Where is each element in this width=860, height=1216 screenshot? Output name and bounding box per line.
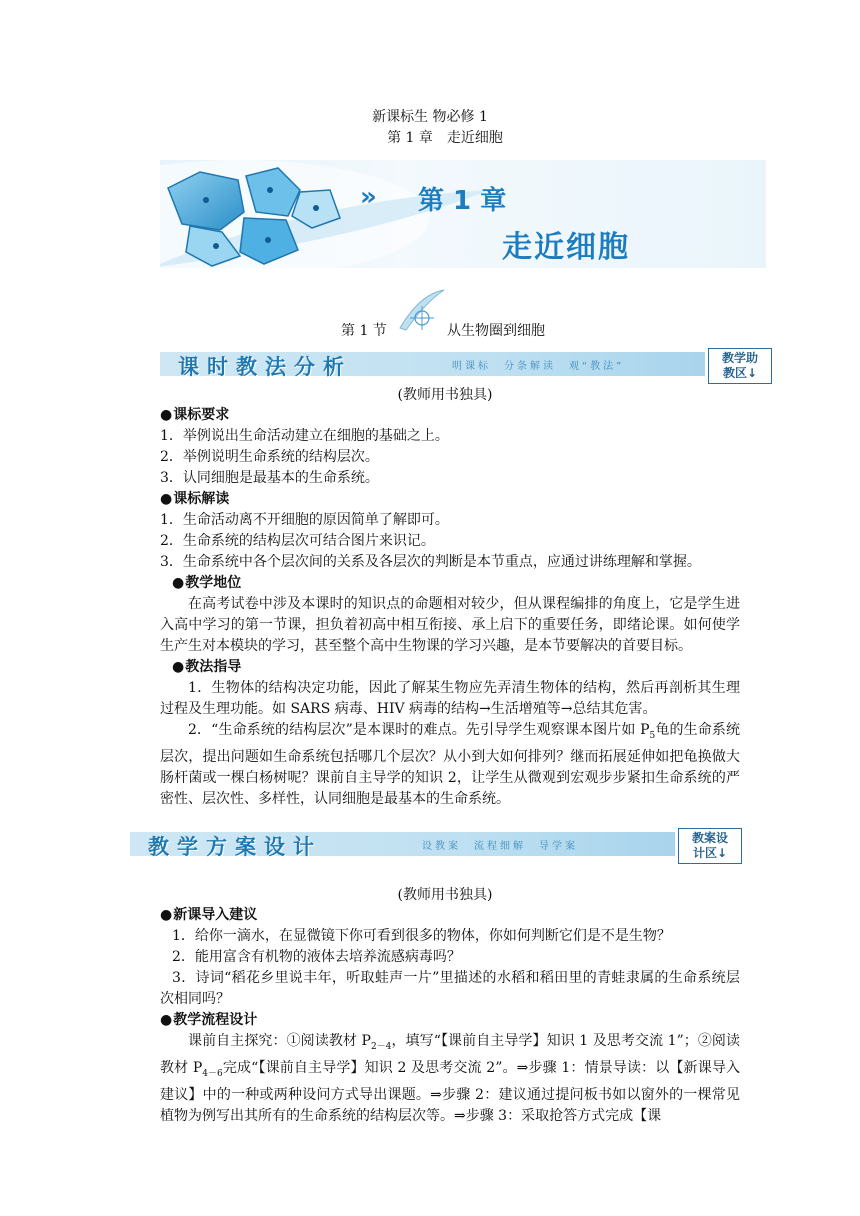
- strip-subtitle: 设教案 流程细解 导学案: [422, 841, 578, 852]
- lesson-analysis-strip: [160, 352, 705, 379]
- strip-subtitle: 明课标 分条解读 观“教法”: [452, 361, 625, 372]
- list-item: 1．生命活动离不开细胞的原因简单了解即可。: [160, 512, 449, 528]
- subscript: 5: [649, 730, 656, 741]
- teacher-note: (教师用书独具): [397, 387, 493, 403]
- list-item: 1．给你一滴水，在显微镜下你可看到很多的物体，你如何判断它们是不是生物？: [172, 928, 671, 944]
- lesson-plan-tag: [678, 828, 742, 864]
- section-heading: ● 新课导入建议: [160, 905, 740, 926]
- compass-icon: [396, 288, 446, 336]
- tag-line-2: 计区↓: [692, 846, 728, 860]
- list-item: 3．生命系统中各个层次间的关系及各层次的判断是本节重点，应通过讲练理解和掌握。: [160, 554, 701, 570]
- paragraph-text: 完成“【课前自主导学】知识 2 及思考交流 2”。⇒步骤 1：情景导读：以【新课导入建议】中的一种或两种设问方式导出课题。⇒步骤 2：建议通过提问板书如以窗外的一棵常见植物为例写出其所有的生命系统的结构层次等。⇒步骤 3：采取抢答方式完成【课: [160, 1059, 740, 1124]
- teacher-note: (教师用书独具): [397, 887, 493, 903]
- section-title: 从生物圈到细胞: [447, 323, 545, 339]
- list-item: 3．诗词“稻花乡里说丰年，听取蛙声一片”里描述的水稻和稻田里的青蛙隶属的生命系统层次相同吗？: [160, 970, 740, 1007]
- chapter-label: 第 1 章: [418, 186, 507, 216]
- section-heading: ● 课标要求: [160, 405, 740, 426]
- paragraph-text: 2．“生命系统的结构层次”是本课时的难点。先引导学生观察课本图片如 P: [188, 722, 650, 738]
- section-heading: ● 教法指导: [172, 657, 752, 678]
- strip-title: 课时教法分析: [178, 355, 352, 379]
- strip-title: 教学方案设计: [148, 835, 322, 859]
- section-heading: ● 教学流程设计: [160, 1010, 740, 1031]
- chapter-banner: [160, 160, 766, 268]
- tag-line-1: 教案设: [691, 831, 728, 845]
- paragraph-text: 课前自主探究：①阅读教材 P: [188, 1033, 371, 1049]
- chapter-title: 走近细胞: [502, 230, 630, 265]
- subscript: 2－4: [370, 1041, 392, 1052]
- list-item: 2．举例说明生命系统的结构层次。: [160, 449, 379, 465]
- paragraph: [160, 720, 740, 810]
- section-number: 第 1 节: [341, 323, 387, 339]
- paragraph: 在高考试卷中涉及本课时的知识点的命题相对较少，但从课程编排的角度上，它是学生进入高中学习的第一节课，担负着初高中相互衔接、承上启下的重要任务，即绪论课。如何使学生产生对本模块的学习，甚至整个高中生物课的学习兴趣，是本节要解决的首要目标。: [160, 596, 740, 654]
- paragraph-text: 龟的生命系统层次，提出问题如生命系统包括哪几个层次？从小到大如何排列？继而拓展延伸如把龟换做大肠杆菌或一棵白杨树呢？课前自主导学的知识 2，让学生从微观到宏观步步紧扣生命系统的严密性、层次性、多样性，认同细胞是最基本的生命系统。: [160, 722, 741, 807]
- list-item: 2．生命系统的结构层次可结合图片来识记。: [160, 533, 435, 549]
- tag-line-2: 教区↓: [722, 366, 758, 380]
- section-heading: ● 课标解读: [160, 489, 740, 510]
- tag-line-1: 教学助: [721, 351, 758, 365]
- list-item: 2．能用富含有机物的液体去培养流感病毒吗？: [172, 949, 461, 965]
- teaching-area-tag: [708, 348, 772, 384]
- paragraph: 1．生物体的结构决定功能，因此了解某生物应先弄清生物体的结构，然后再剖析其生理过程及生理功能。如 SARS 病毒、HIV 病毒的结构→生活增殖等→总结其危害。: [160, 680, 740, 717]
- paragraph: [160, 1031, 740, 1127]
- section-heading: ● 教学地位: [172, 573, 752, 594]
- chevron-icon: »: [360, 182, 377, 212]
- lesson-plan-strip: [130, 832, 675, 859]
- list-item: 1．举例说出生命活动建立在细胞的基础之上。: [160, 428, 449, 444]
- header-line-1: 新课标生 物必修 1: [372, 109, 488, 125]
- paragraph-text: ，填写“【课前自主导学】知识 1 及思考交流 1”；②阅读教材 P: [160, 1033, 740, 1076]
- list-item: 3．认同细胞是最基本的生命系统。: [160, 470, 379, 486]
- subscript: 4－6: [202, 1068, 223, 1079]
- header-line-2: 第 1 章 走近细胞: [387, 130, 503, 146]
